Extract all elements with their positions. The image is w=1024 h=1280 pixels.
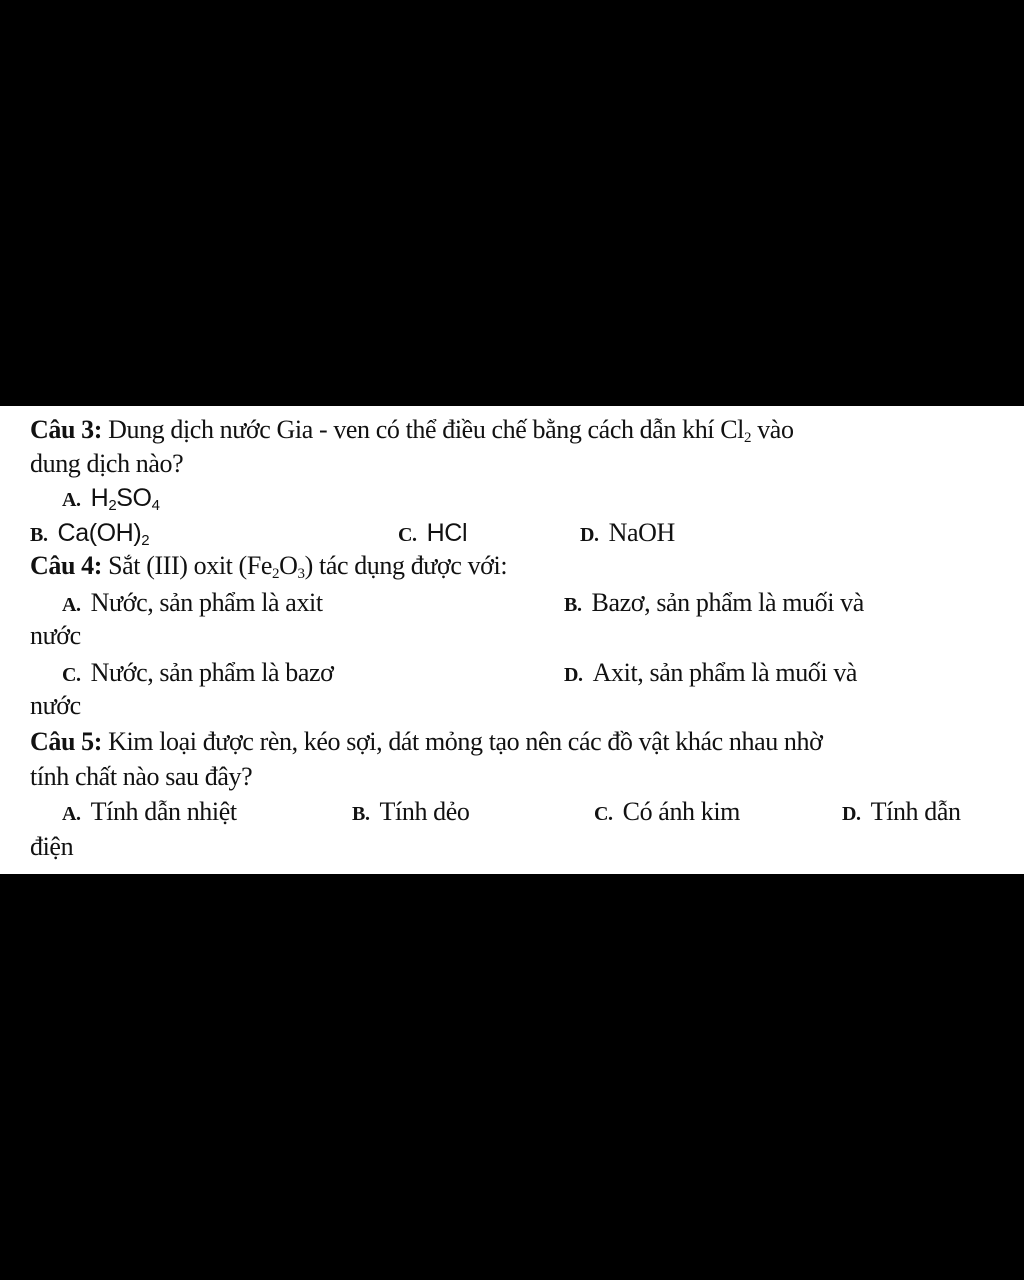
q4-option-b-continuation: nước xyxy=(30,621,81,650)
document-panel xyxy=(0,406,1024,874)
question-5-line-2: tính chất nào sau đây? xyxy=(30,762,253,791)
question-5-text: Kim loại được rèn, kéo sợi, dát mỏng tạo nên các đồ vật khác nhau nhờ xyxy=(102,727,823,756)
q5-option-a[interactable] xyxy=(62,795,237,829)
option-text: Bazơ, sản phẩm là muối và xyxy=(591,588,864,617)
option-letter: A. xyxy=(62,594,81,616)
question-3-line-2: dung dịch nào? xyxy=(30,449,184,478)
q3-option-c[interactable] xyxy=(398,516,467,550)
option-letter: B. xyxy=(352,803,370,825)
option-letter: D. xyxy=(580,524,599,546)
option-letter: C. xyxy=(62,664,81,686)
option-letter: B. xyxy=(564,594,582,616)
question-3-text-end: vào xyxy=(751,415,794,444)
q3-option-a[interactable] xyxy=(62,481,160,515)
question-3-subscript: 2 xyxy=(744,430,752,446)
question-4-text: Sắt (III) oxit (Fe xyxy=(102,551,273,580)
question-3-label: Câu 3: xyxy=(30,415,102,444)
option-letter: D. xyxy=(842,803,861,825)
option-text: Có ánh kim xyxy=(622,797,740,826)
q5-option-d-continuation: điện xyxy=(30,832,74,861)
formula-caoh2: $Ca(OH)_2$ xyxy=(57,519,150,549)
question-4-label: Câu 4: xyxy=(30,551,102,580)
option-text: Tính dẫn nhiệt xyxy=(90,797,237,826)
question-4-line-1 xyxy=(30,549,1004,583)
q4-option-b[interactable] xyxy=(564,586,864,620)
q5-option-b[interactable] xyxy=(352,795,470,829)
question-4-text-end: ) tác dụng được với: xyxy=(304,551,508,580)
q3-option-d[interactable] xyxy=(580,516,675,550)
formula-naoh: NaOH xyxy=(608,518,675,547)
option-letter: C. xyxy=(594,803,613,825)
question-5-line-1 xyxy=(30,725,1004,759)
formula-hcl: HCl xyxy=(426,519,468,547)
q4-option-a[interactable] xyxy=(62,586,323,620)
option-text: Nước, sản phẩm là axit xyxy=(90,588,323,617)
option-text: Tính dẫn xyxy=(870,797,961,826)
question-3-line-1 xyxy=(30,413,1004,447)
q5-option-c[interactable] xyxy=(594,795,740,829)
option-text: Tính dẻo xyxy=(379,797,470,826)
formula-h2so4: $H_2SO_4$ xyxy=(90,484,160,514)
q4-option-d[interactable] xyxy=(564,656,857,690)
question-5-label: Câu 5: xyxy=(30,727,102,756)
option-letter: A. xyxy=(62,803,81,825)
question-4-subscript: 2 xyxy=(272,566,280,582)
q4-option-c[interactable] xyxy=(62,656,334,690)
question-3-text: Dung dịch nước Gia - ven có thể điều chế bằng cách dẫn khí Cl xyxy=(102,415,744,444)
option-letter: D. xyxy=(564,664,583,686)
question-4-subscript-2: 3 xyxy=(297,566,305,582)
option-text: Axit, sản phẩm là muối và xyxy=(592,658,858,687)
option-letter: B. xyxy=(30,524,48,546)
q3-option-b[interactable] xyxy=(30,516,149,550)
q5-option-d[interactable] xyxy=(842,795,961,829)
option-text: Nước, sản phẩm là bazơ xyxy=(90,658,334,687)
option-letter: C. xyxy=(398,524,417,546)
question-4-text-mid: O xyxy=(279,551,298,580)
q4-option-d-continuation: nước xyxy=(30,691,81,720)
option-letter: A. xyxy=(62,489,81,511)
